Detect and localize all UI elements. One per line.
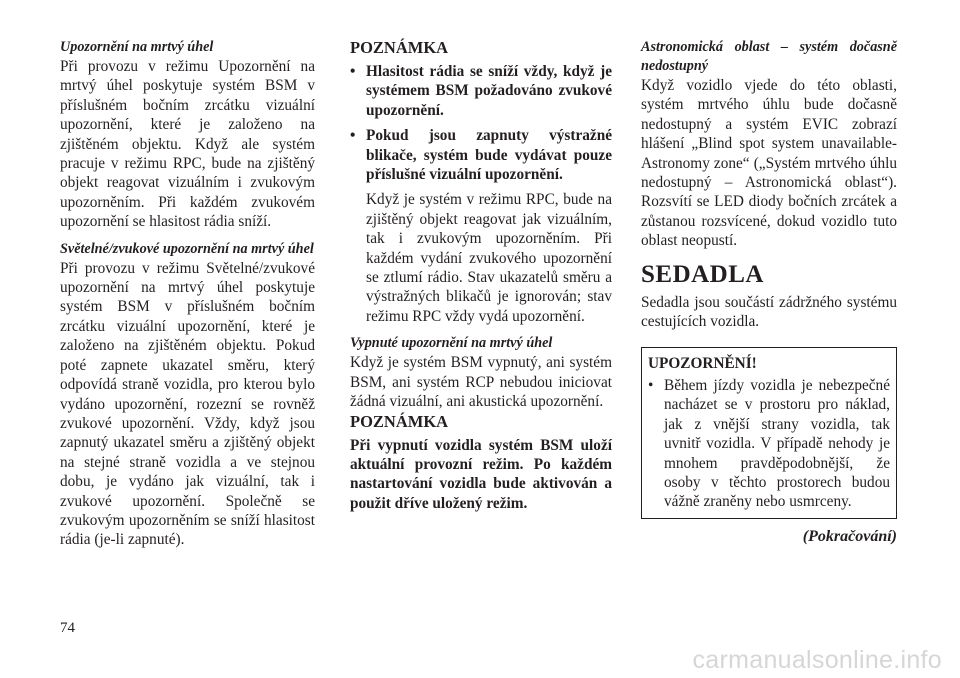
bullet-icon: • <box>648 376 654 394</box>
section-heading-blind-spot-alert: Upozornění na mrtvý úhel <box>60 39 214 55</box>
note-bullet: • Pokud jsou zapnuty výstražné blikače, systém bude vydávat pouze příslušné vizuální upozornění. <box>350 127 612 184</box>
warning-title: UPOZORNĚNÍ! <box>648 355 757 373</box>
warning-box <box>641 347 897 518</box>
column-left <box>60 38 315 550</box>
section-heading-astronomy-zone: Astronomická oblast – systém dočasně nedostupný <box>641 39 897 74</box>
bullet-icon: • <box>350 127 356 145</box>
section-heading-alert-off: Vypnuté upozornění na mrtvý úhel <box>350 335 553 352</box>
paragraph-astronomy-zone: Když vozidlo vjede do této oblasti, systém mrtvého úhlu bude dočasně nedostupný a systém EVIC zobrazí hlášení „Blind spot system unavailable-Astronomy zone“ („Systém mrtvého úhlu nedostupný – Astronomická oblast“). Rozsvítí se LED diody bočních zrcátek a zůstanou rozsvícené, dokud vozidlo tuto oblast neopustí. <box>641 77 897 250</box>
paragraph-blind-spot-alert: Při provozu v režimu Upozornění na mrtvý úhel poskytuje systém BSM v příslušném bočním zrcátku vizuální upozornění, které je založeno na zjištěném objektu. Když ale systém pracuje v režimu RPC, bude na zjištěný objekt reagovat vizuálním i zvukovým upozorněním. Při každém zvukovém upozornění se hlasitost rádia sníží. <box>60 58 315 231</box>
continued-label: (Pokračování) <box>802 527 897 545</box>
column-middle <box>350 38 612 513</box>
section-title-seats: SEDADLA <box>641 260 764 288</box>
note-paragraph: Když je systém v režimu RPC, bude na zjištěný objekt reagovat jak vizuálním, tak i zvukovým upozorněním. Při každém vydání zvukového upozornění se ztlumí rádio. Stav ukazatelů směru a výstražných blikačů je ignorován; stav režimu RPC vždy vydá upozornění. <box>366 191 612 325</box>
paragraph-seats: Sedadla jsou součástí zádržného systému cestujících vozidla. <box>641 293 897 331</box>
bullet-icon: • <box>350 63 356 80</box>
page-number: 74 <box>60 620 75 636</box>
warning-bullet: • Během jízdy vozidla je nebezpečné nacházet se v prostoru pro náklad, jak z vnější strany vozidla, tak uvnitř vozidla. V případě nehody je mnohem pravděpodobnější, že osoby v těchto prostorech budou vážně zraněny nebo usmrceny. <box>648 376 890 511</box>
paragraph-visual-audible-alert: Při provozu v režimu Světelné/zvukové upozornění na mrtvý úhel poskytuje systém BSM v příslušném bočním zrcátku vizuální upozornění, které je založeno na zjištěném objektu. Pokud poté zapnete ukazatel směru, který odpovídá straně vozidla, pro kterou bylo vydáno upozornění, rozezní se rovněž zvukové upozornění. Vždy, když jsou zapnutý ukazatel směru a zjištěný objekt na stejné straně vozidla a ve stejnou dobu, je vydáno jak vizuální, tak i zvukové upozornění. Společně se zvukovým upozorněním se sníží hlasitost rádia (je-li zapnuté). <box>60 259 315 549</box>
note-title: POZNÁMKA <box>350 38 449 57</box>
section-heading-visual-audible-alert: Světelné/zvukové upozornění na mrtvý úhel <box>60 240 314 257</box>
note-bullet-list <box>350 62 612 184</box>
note-paragraph: Při vypnutí vozidla systém BSM uloží aktuální provozní režim. Po každém nastartování vozidla bude aktivován a použit dříve uložený režim. <box>350 436 612 512</box>
warning-bullet-list <box>648 376 890 512</box>
watermark: carmanualsonline.info <box>692 646 942 674</box>
column-right <box>641 38 897 546</box>
note-title: POZNÁMKA <box>350 411 449 431</box>
paragraph-alert-off: Když je systém BSM vypnutý, ani systém BSM, ani systém RCP nebudou iniciovat žádná vizuální, ani akustická upozornění. <box>350 354 612 411</box>
note-bullet: • Hlasitost rádia se sníží vždy, když je systémem BSM požadováno zvukové upozornění. <box>350 63 612 119</box>
